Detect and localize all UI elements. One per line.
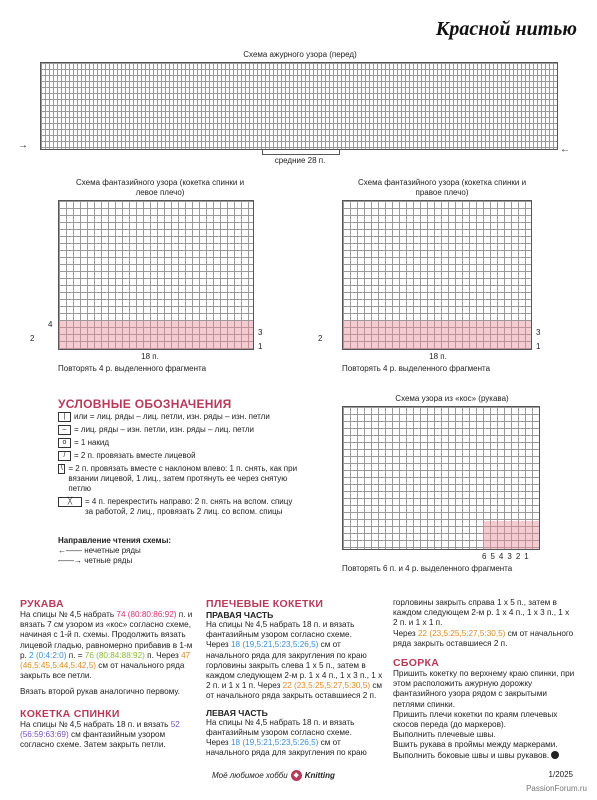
assembly-step: Пришить кокетку по верхнему краю спинки, при этом расположить ажурную дорожку фантазийного узора рядом с закрытыми петлями спинки. xyxy=(393,669,575,709)
section-shoulder-heading: ПЛЕЧЕВЫЕ КОКЕТКИ xyxy=(206,598,324,610)
left-row-label-3: 3 xyxy=(258,328,263,337)
direction-odd: ←—— нечетные ряды xyxy=(58,546,141,555)
right-chart-caption: Схема фантазийного узора (кокетка спинки и правое плечо) xyxy=(357,178,527,197)
cable-cross-icon: ╳ xyxy=(58,497,82,507)
column-2 xyxy=(206,598,386,758)
left-part-intro: На спицы № 4,5 набрать 18 п. и вязать фантазийным узором согласно схеме. xyxy=(206,717,355,737)
left-chart-caption: Схема фантазийного узора (кокетка спинки и левое плечо) xyxy=(75,178,245,197)
right-part-intro: На спицы № 4,5 набрать 18 п. и вязать фантазийным узором согласно схеме. xyxy=(206,620,355,640)
direction-title: Направление чтения схемы: xyxy=(58,536,172,545)
ssk-icon: \ xyxy=(58,464,65,474)
yarn-over-icon: o xyxy=(58,438,71,448)
assembly-step: Пришить плечи кокетки по краям плечевых скосов переда (до маркеров). xyxy=(393,709,558,730)
legend-item: – = лиц. ряды – изн. петли, изн. ряды – лиц. петли xyxy=(58,425,298,435)
right-part-text: Через 18 (19,5:21,5:23,5:26,5) см от начального ряда для закругления по краю горловины закрыть слева 1 х 5 п., затем в каждом следующем 2-м р. 1 х 4 п., 1 х 3 п., 1 х 2 п. и 1 х 1 п. Через 22 (23,5:25,5:27,5:30,5) см от начального ряда закрыть оставшиеся 2 п. xyxy=(206,640,383,701)
row-arrow-right-icon: → xyxy=(18,140,28,151)
direction-even: ——→ четные ряды xyxy=(58,556,133,565)
sleeve-chart-repeat: Повторять 6 п. и 4 р. выделенного фрагмента xyxy=(342,564,513,573)
legend-item: ╳ = 4 п. перекрестить направо: 2 п. снять на вспом. спицу за работой, 2 лиц., провязать 2 лиц. со вспом. спицы xyxy=(58,497,298,517)
watermark: PassionForum.ru xyxy=(526,784,587,793)
purl-symbol-icon: – xyxy=(58,425,71,435)
right-chart-highlight xyxy=(343,321,531,349)
legend-item: | или = лиц. ряды – лиц. петли, изн. ряды – изн. петли xyxy=(58,412,298,422)
left-part-heading: ЛЕВАЯ ЧАСТЬ xyxy=(206,707,268,718)
end-mark-icon xyxy=(551,751,559,759)
right-row-label-1: 1 xyxy=(536,342,541,351)
arrow-right-icon: ——→ xyxy=(58,556,82,565)
back-text: На спицы № 4,5 набрать 18 п. и вязать 52 (56:59:63:69) см фантазийным узором согласно схеме. Затем закрыть петли. xyxy=(20,719,180,750)
assembly-step: Выполнить плечевые швы. xyxy=(393,730,496,740)
legend-item: o = 1 накид xyxy=(58,438,298,448)
sleeve-chart-highlight xyxy=(483,521,539,549)
top-chart-bracket xyxy=(262,150,340,155)
footer-issue: 1/2025 xyxy=(548,770,573,779)
left-chart-highlight xyxy=(59,321,253,349)
left-row-label-4: 4 xyxy=(48,320,53,329)
sleeve-chart-grid xyxy=(342,406,540,550)
legend-title: УСЛОВНЫЕ ОБОЗНАЧЕНИЯ xyxy=(58,397,232,411)
sleeve-chart-caption: Схема узора из «кос» (рукава) xyxy=(395,394,509,403)
left-part-text: Через 18 (19,5:21,5:23,5:26,5) см от начального ряда для закругления по краю xyxy=(206,738,367,758)
top-chart-grid xyxy=(40,62,558,150)
assembly-step: Вшить рукава в проймы между маркерами. xyxy=(393,740,558,750)
legend-item: \ = 2 п. провязать вместе с наклоном влево: 1 п. снять, как при вязании лицевой, 1 лиц., затем протянуть ее через снятую петлю xyxy=(58,464,298,494)
left-part-continued: горловины закрыть справа 1 х 5 п., затем в каждом следующем 2-м р. 1 х 4 п., 1 х 3 п., 1 х 2 п. и 1 х 1 п. xyxy=(393,598,570,628)
sleeves-text: На спицы № 4,5 набрать 74 (80:80:86:92) п. и вязать 7 см узором из «кос» согласно схеме, начиная с 1-й п. схемы. Продолжить вязать лицевой гладью, равномерно прибавив в 1-м р. 2 (0:4:2:0) п. = 76 (80:84:88:92) п. Через 47 (46,5:45,5:44,5:42,5) см от начального ряда закрыть все петли. xyxy=(20,610,193,681)
left-part-end: Через 22 (23,5:25,5:27,5:30,5) см от начального ряда закрыть оставшиеся 2 п. xyxy=(393,628,574,648)
section-back-heading: КОКЕТКА СПИНКИ xyxy=(20,707,120,720)
arrow-left-icon: ←—— xyxy=(58,546,82,555)
section-sleeves-heading: РУКАВА xyxy=(20,598,64,610)
right-chart-repeat: Повторять 4 р. выделенного фрагмента xyxy=(342,364,491,373)
assembly-step: Выполнить боковые швы и швы рукавов. xyxy=(393,751,575,761)
legend-list xyxy=(58,412,298,520)
sleeves-note: Вязать второй рукав аналогично первому. xyxy=(20,687,180,697)
page-number-icon: ◆ xyxy=(291,770,302,781)
column-1 xyxy=(20,598,195,750)
right-row-label-3: 3 xyxy=(536,328,541,337)
row-arrow-left-icon: ← xyxy=(560,144,570,155)
footer-magazine: Моё любимое хобби ◆ Knitting xyxy=(212,771,335,780)
column-3 xyxy=(393,598,575,761)
left-row-label-1: 1 xyxy=(258,342,263,351)
left-row-label-2: 2 xyxy=(30,334,35,343)
top-chart-caption: Схема ажурного узора (перед) xyxy=(243,50,357,59)
right-chart-stitches: 18 п. xyxy=(429,352,447,361)
left-chart-stitches: 18 п. xyxy=(141,352,159,361)
left-chart-repeat: Повторять 4 р. выделенного фрагмента xyxy=(58,364,207,373)
page-title: Красной нитью xyxy=(435,18,577,40)
legend-item: / = 2 п. провязать вместе лицевой xyxy=(58,451,298,461)
left-chart-grid xyxy=(58,200,254,350)
right-chart-grid xyxy=(342,200,532,350)
right-part-heading: ПРАВАЯ ЧАСТЬ xyxy=(206,610,274,620)
right-row-label-2: 2 xyxy=(318,334,323,343)
section-assembly-heading: СБОРКА xyxy=(393,657,440,670)
top-chart-bottom-label: средние 28 п. xyxy=(274,156,326,165)
knit-symbol-icon: | xyxy=(58,412,71,422)
k2tog-icon: / xyxy=(58,451,71,461)
sleeve-ticks: 6 5 4 3 2 1 xyxy=(482,552,529,561)
